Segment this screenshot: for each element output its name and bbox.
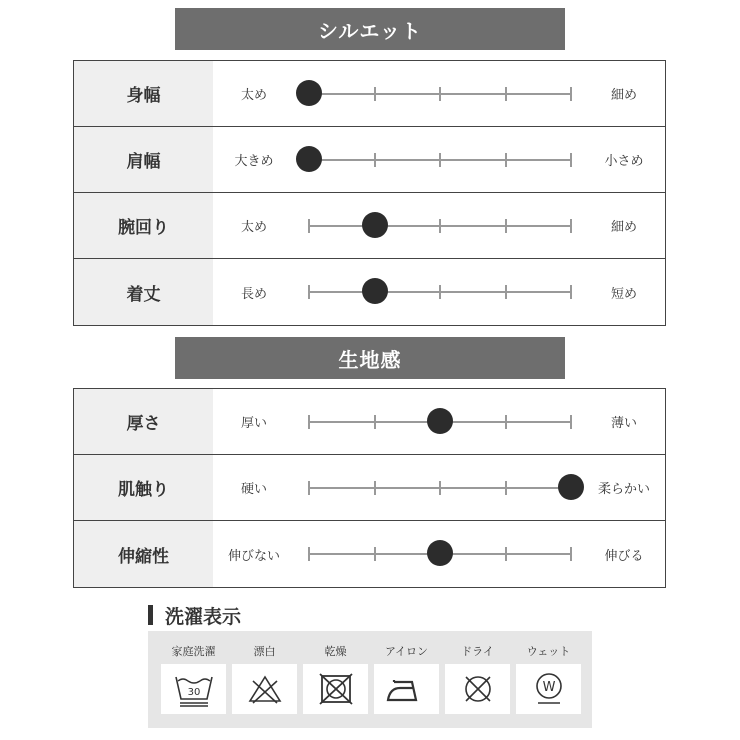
scale-right-label: 柔らかい [597,482,650,497]
rating-label: 厚さ [74,389,213,454]
scale-tick [505,481,507,495]
rating-scale [213,259,665,325]
rating-scale [213,521,665,587]
washing-heading [148,602,241,628]
rating-label: 肩幅 [74,127,213,192]
rating-row-arm-circumference [74,193,665,259]
scale-track [309,93,571,95]
scale-track [309,487,571,489]
rating-scale [213,61,665,126]
wash-label: ウェット [526,645,571,658]
wash-symbol-box [445,664,510,714]
rating-row-stretch [74,521,665,587]
scale-tick [505,87,507,101]
wash-label: ドライ [461,645,494,658]
rating-label: 身幅 [74,61,213,126]
rating-label: 着丈 [74,259,213,325]
scale-right-label: 細め [610,88,637,103]
scale-track [309,291,571,293]
rating-scale [213,127,665,192]
scale-track [309,159,571,161]
scale-tick [439,219,441,233]
scale-tick [374,481,376,495]
rating-row-body-width [74,61,665,127]
scale-tick [505,415,507,429]
wash-symbol-box [303,664,368,714]
scale-marker [427,408,453,434]
scale-tick [570,153,572,167]
rating-label: 肌触り [74,455,213,520]
wash-symbol-box [374,664,439,714]
rating-row-touch [74,455,665,521]
wash-label: アイロン [384,645,428,658]
rating-row-shoulder-width [74,127,665,193]
scale-left-label: 伸びない [227,548,280,564]
heading-bar [148,605,153,625]
rating-scale [213,389,665,454]
scale-marker [362,212,388,238]
texture-header [175,337,565,379]
wash-symbol-box [232,664,297,714]
scale-tick [308,285,310,299]
wash-item-iron [374,631,439,728]
scale-tick [308,547,310,561]
scale-left-label: 太め [240,220,267,235]
wash-item-bleach [232,631,297,728]
scale-left-label: 大きめ [234,154,274,169]
scale-tick [505,547,507,561]
wet-clean-letter: W [542,680,555,695]
wash-tub-30-icon [174,671,214,707]
scale-tick [374,153,376,167]
scale-tick [570,285,572,299]
silhouette-header [175,8,565,50]
scale-tick [505,285,507,299]
scale-tick [308,219,310,233]
scale-tick [570,415,572,429]
scale-marker [296,80,322,106]
wet-clean-icon [532,671,566,707]
scale-right-label: 短め [610,286,637,302]
scale-tick [374,415,376,429]
scale-left-label: 長め [240,286,267,302]
wash-item-dry-clean [445,631,510,728]
wash-item-wet-clean [516,631,581,728]
washing-title: 洗濯表示 [165,605,242,628]
scale-tick [505,219,507,233]
scale-marker [362,278,388,304]
scale-left-label: 厚い [240,416,267,431]
rating-scale [213,455,665,520]
scale-marker [296,146,322,172]
scale-right-label: 細め [610,220,637,235]
rating-scale [213,193,665,258]
iron-icon [386,674,428,704]
wash-symbol-box [516,664,581,714]
scale-track [309,225,571,227]
washing-panel [148,631,592,728]
scale-track [309,553,571,555]
scale-left-label: 硬い [240,482,267,497]
scale-track [309,421,571,423]
silhouette-title: シルエット [317,18,423,43]
wash-label: 乾燥 [324,645,347,658]
texture-title: 生地感 [338,347,402,372]
scale-right-label: 小さめ [604,154,644,169]
rating-row-thickness [74,389,665,455]
rating-row-length [74,259,665,325]
scale-tick [374,87,376,101]
no-tumble-dry-icon [318,672,354,706]
rating-label: 伸縮性 [74,521,213,587]
scale-tick [439,481,441,495]
scale-tick [439,153,441,167]
wash-item-dry [303,631,368,728]
rating-label: 腕回り [74,193,213,258]
wash-temperature: 30 [187,687,200,698]
scale-left-label: 太め [240,88,267,103]
scale-marker [558,474,584,500]
wash-label: 家庭洗濯 [171,645,216,658]
scale-tick [570,87,572,101]
no-bleach-icon [247,673,283,705]
scale-tick [570,547,572,561]
scale-right-label: 伸びる [604,548,644,564]
silhouette-table [73,60,666,326]
scale-tick [439,87,441,101]
scale-tick [439,285,441,299]
texture-table [73,388,666,588]
no-dry-clean-icon [461,672,495,706]
scale-right-label: 薄い [610,416,637,431]
scale-tick [374,547,376,561]
wash-item-home-wash [161,631,226,728]
scale-tick [505,153,507,167]
scale-marker [427,540,453,566]
wash-label: 漂白 [253,645,276,658]
scale-tick [308,415,310,429]
scale-tick [308,481,310,495]
wash-symbol-box [161,664,226,714]
scale-tick [570,219,572,233]
